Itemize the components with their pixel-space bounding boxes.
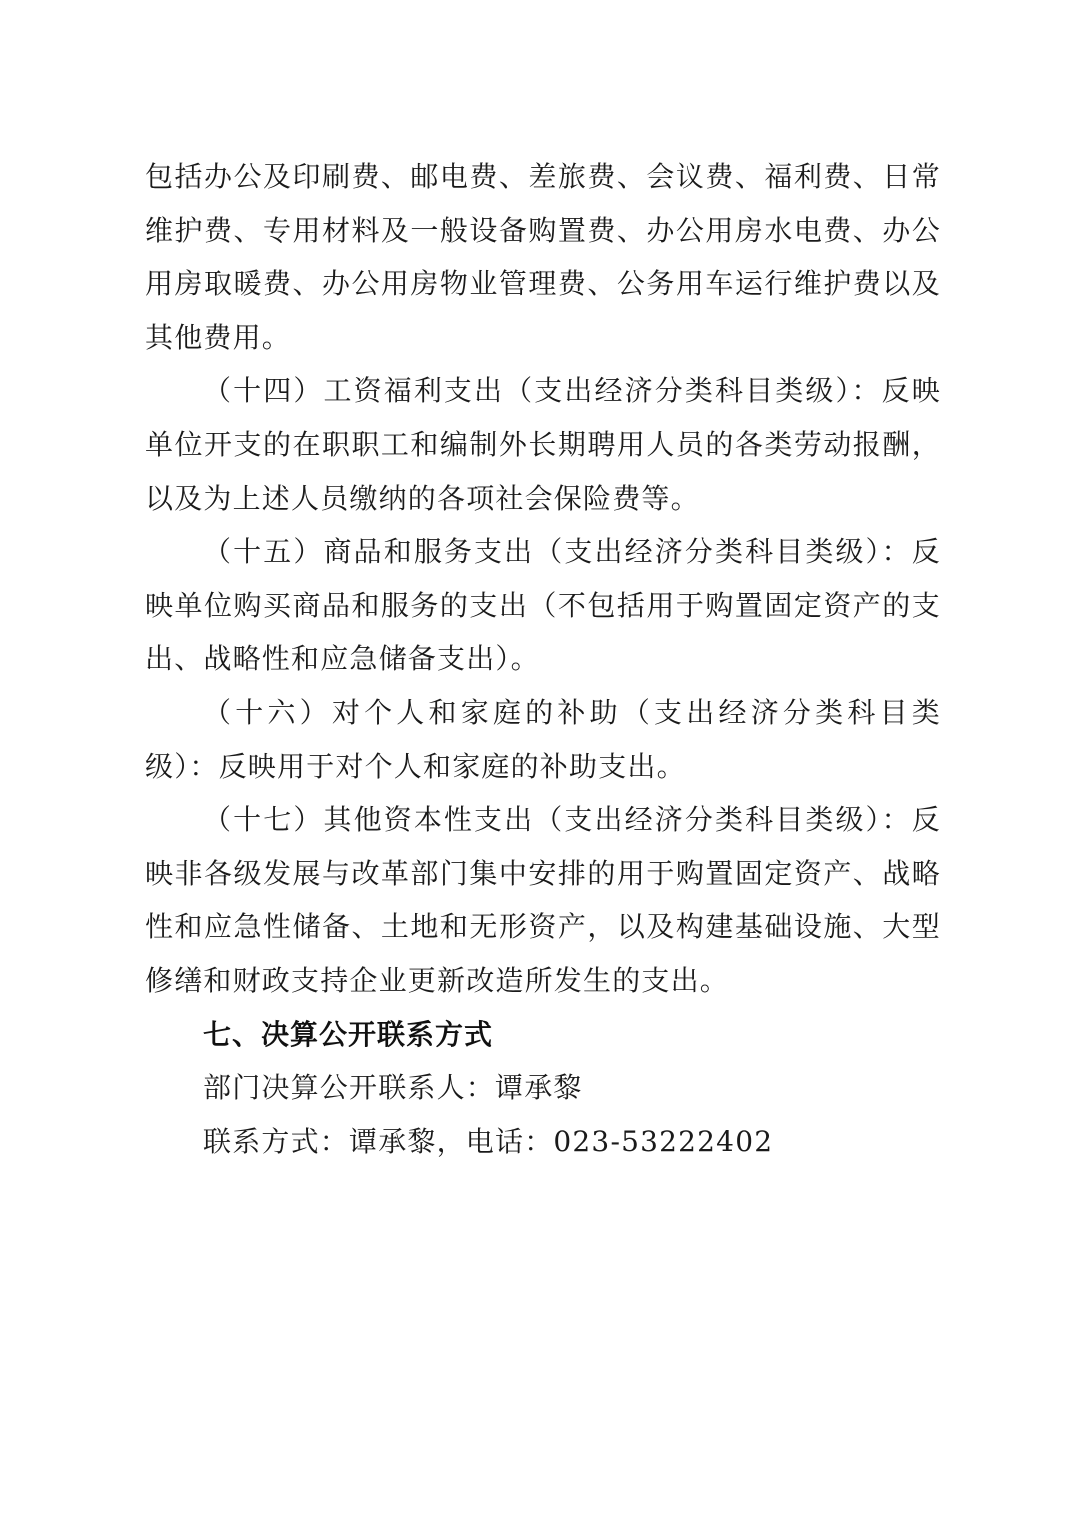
document-body <box>145 150 941 1168</box>
paragraph-item-15: （十五）商品和服务支出（支出经济分类科目类级）：反映单位购买商品和服务的支出（不包括用于购置固定资产的支出、战略性和应急储备支出）。 <box>145 535 941 676</box>
paragraph-item-17: （十七）其他资本性支出（支出经济分类科目类级）：反映非各级发展与改革部门集中安排的用于购置固定资产、战略性和应急性储备、土地和无形资产，以及构建基础设施、大型修缮和财政支持企业更新改造所发生的支出。 <box>145 803 941 997</box>
paragraph-item-16: （十六）对个人和家庭的补助（支出经济分类科目类级）：反映用于对个人和家庭的补助支出。 <box>145 695 941 783</box>
paragraph-expense-list: 包括办公及印刷费、邮电费、差旅费、会议费、福利费、日常维护费、专用材料及一般设备购置费、办公用房水电费、办公用房取暖费、办公用房物业管理费、公务用车运行维护费以及其他费用。 <box>145 160 941 354</box>
section-heading: 七、决算公开联系方式 <box>203 1017 494 1051</box>
contact-method: 联系方式：谭承黎，电话：023-53222402 <box>203 1124 774 1158</box>
paragraph-item-14: （十四）工资福利支出（支出经济分类科目类级）：反映单位开支的在职职工和编制外长期聘用人员的各类劳动报酬，以及为上述人员缴纳的各项社会保险费等。 <box>145 374 941 515</box>
contact-person: 部门决算公开联系人：谭承黎 <box>203 1071 583 1105</box>
